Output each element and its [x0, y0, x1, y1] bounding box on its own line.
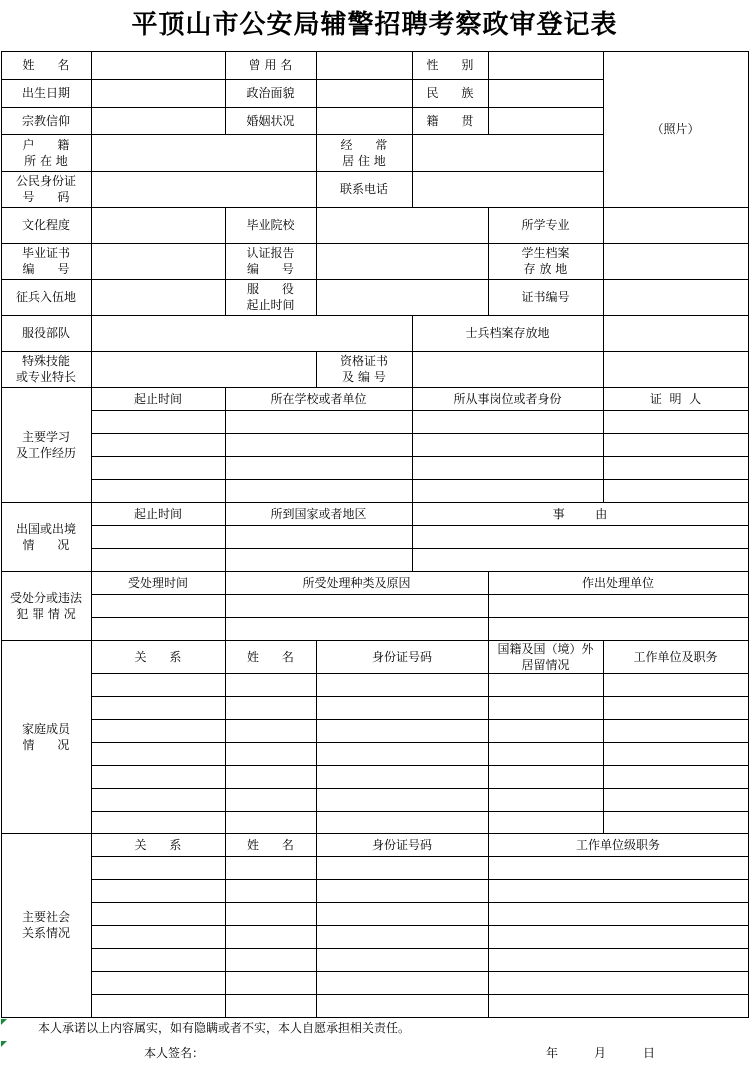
abroad-header: 所到国家或者地区: [270, 506, 367, 521]
grid-line: [91, 788, 749, 789]
form-field[interactable]: [604, 316, 748, 351]
family-header: 身份证号码: [371, 649, 432, 664]
form-field[interactable]: [604, 280, 748, 315]
experience-header: 所在学校或者单位: [270, 391, 367, 406]
cert-report-no-label: 认证报告 编 号: [246, 246, 295, 276]
service-unit-label: 服役部队: [21, 326, 70, 340]
grid-line: [91, 765, 749, 766]
penalty-header: 所受处理种类及原因: [302, 575, 411, 590]
service-period-label: 服 役 起止时间: [246, 282, 295, 312]
form-field[interactable]: [92, 172, 316, 207]
native-place-label: 籍 贯: [426, 113, 474, 128]
grid-line: [91, 948, 749, 949]
social-header: 身份证号码: [371, 837, 432, 852]
form-field[interactable]: [489, 108, 603, 134]
date-year-label: 年: [546, 1046, 559, 1060]
social-header: 关 系: [134, 837, 182, 852]
grid-line: [91, 902, 749, 903]
form-field[interactable]: [604, 244, 748, 279]
family-header: 姓 名: [247, 649, 294, 664]
form-field[interactable]: [92, 244, 225, 279]
form-field[interactable]: [92, 80, 225, 107]
experience-header: 证 明 人: [649, 391, 702, 406]
form-field[interactable]: [92, 108, 225, 134]
date-month-label: 月: [594, 1046, 607, 1060]
grid-line: [91, 594, 749, 595]
birth-date-label: 出生日期: [21, 86, 70, 100]
penalty-section-label: 受处分或违法 犯 罪 情 况: [9, 590, 82, 621]
hukou-label: 户 籍 所 在 地: [22, 137, 70, 168]
penalty-header: 受处理时间: [127, 575, 188, 590]
political-status-label: 政治面貌: [246, 86, 295, 100]
date-day-label: 日: [643, 1046, 656, 1060]
form-field[interactable]: [92, 52, 225, 79]
form-field[interactable]: [317, 52, 412, 79]
comment-marker-icon: [1, 1019, 7, 1025]
grid-line: [91, 856, 749, 857]
religion-label: 宗教信仰: [21, 113, 70, 128]
form-field[interactable]: [92, 208, 225, 243]
qualification-label: 资格证书 及 编 号: [339, 354, 388, 384]
photo-box: （照片）: [651, 122, 700, 136]
grid-line: [91, 971, 749, 972]
grid-line: [91, 410, 749, 411]
abroad-section-label: 出国或出境 情 况: [15, 521, 76, 552]
ethnicity-label: 民 族: [426, 86, 474, 100]
form-field[interactable]: [489, 52, 603, 79]
experience-header: 起止时间: [133, 391, 182, 406]
signature-label: 本人签名：: [144, 1046, 205, 1060]
form-field[interactable]: [92, 316, 412, 351]
form-field[interactable]: [413, 352, 748, 387]
form-field[interactable]: [92, 280, 225, 315]
skills-label: 特殊技能 或专业特长: [15, 354, 76, 384]
id-card-label: 公民身份证 号 码: [15, 174, 76, 204]
family-header: 工作单位及职务: [633, 649, 718, 664]
social-header: 姓 名: [247, 837, 294, 852]
cert-no-label: 证书编号: [521, 290, 570, 304]
gender-label: 性 别: [426, 58, 474, 72]
abroad-header: 事 由: [552, 506, 608, 521]
school-label: 毕业院校: [246, 218, 295, 232]
form-field[interactable]: [92, 352, 316, 387]
grid-line: [91, 696, 749, 697]
form-field[interactable]: [317, 80, 412, 107]
grid-line: [91, 719, 749, 720]
soldier-file-label: 士兵档案存放地: [465, 326, 550, 340]
form-field[interactable]: [413, 172, 603, 207]
grid-line: [91, 433, 749, 434]
pledge-text: 本人承诺以上内容属实，如有隐瞒或者不实，本人自愿承担相关责任。: [38, 1021, 411, 1035]
major-label: 所学专业: [521, 218, 570, 232]
experience-header: 所从事岗位或者身份: [453, 391, 562, 406]
name-label: 姓 名: [22, 58, 70, 72]
experience-section-label: 主要学习 及工作经历: [15, 429, 76, 460]
education-label: 文化程度: [21, 218, 70, 232]
grid-line: [91, 742, 749, 743]
former-name-label: 曾 用 名: [248, 58, 293, 72]
enlist-place-label: 征兵入伍地: [15, 290, 76, 304]
phone-label: 联系电话: [339, 182, 388, 196]
grid-line: [91, 925, 749, 926]
penalty-header: 作出处理单位: [581, 575, 654, 590]
family-header: 关 系: [134, 649, 182, 664]
grid-line: [91, 525, 749, 526]
grid-line: [91, 456, 749, 457]
grid-line: [91, 548, 749, 549]
grid-line: [91, 879, 749, 880]
form-title: 平顶山市公安局辅警招聘考察政审登记表: [131, 10, 618, 40]
form-field[interactable]: [604, 208, 748, 243]
diploma-no-label: 毕业证书 编 号: [21, 246, 70, 276]
family-section-label: 家庭成员 情 况: [21, 721, 70, 752]
form-field[interactable]: [317, 108, 412, 134]
social-section-label: 主要社会 关系情况: [21, 910, 70, 940]
form-field[interactable]: [489, 80, 603, 107]
abroad-header: 起止时间: [133, 506, 182, 521]
grid-line: [91, 479, 749, 480]
grid-line: [91, 387, 92, 1018]
grid-line: [91, 811, 749, 812]
form-field[interactable]: [92, 135, 316, 171]
comment-marker-icon: [1, 1041, 7, 1047]
form-field[interactable]: [317, 208, 488, 243]
grid-line: [91, 617, 749, 618]
form-field[interactable]: [413, 135, 603, 171]
social-header: 工作单位级职务: [575, 837, 660, 852]
grid-line: [91, 994, 749, 995]
residence-label: 经 常 居 住 地: [340, 137, 388, 168]
family-header: 国籍及国（境）外 居留情况: [497, 641, 594, 672]
grid-line: [91, 673, 749, 674]
marital-status-label: 婚姻状况: [246, 113, 295, 128]
form-field[interactable]: [317, 280, 488, 315]
student-file-label: 学生档案 存 放 地: [521, 246, 570, 276]
form-field[interactable]: [317, 244, 488, 279]
